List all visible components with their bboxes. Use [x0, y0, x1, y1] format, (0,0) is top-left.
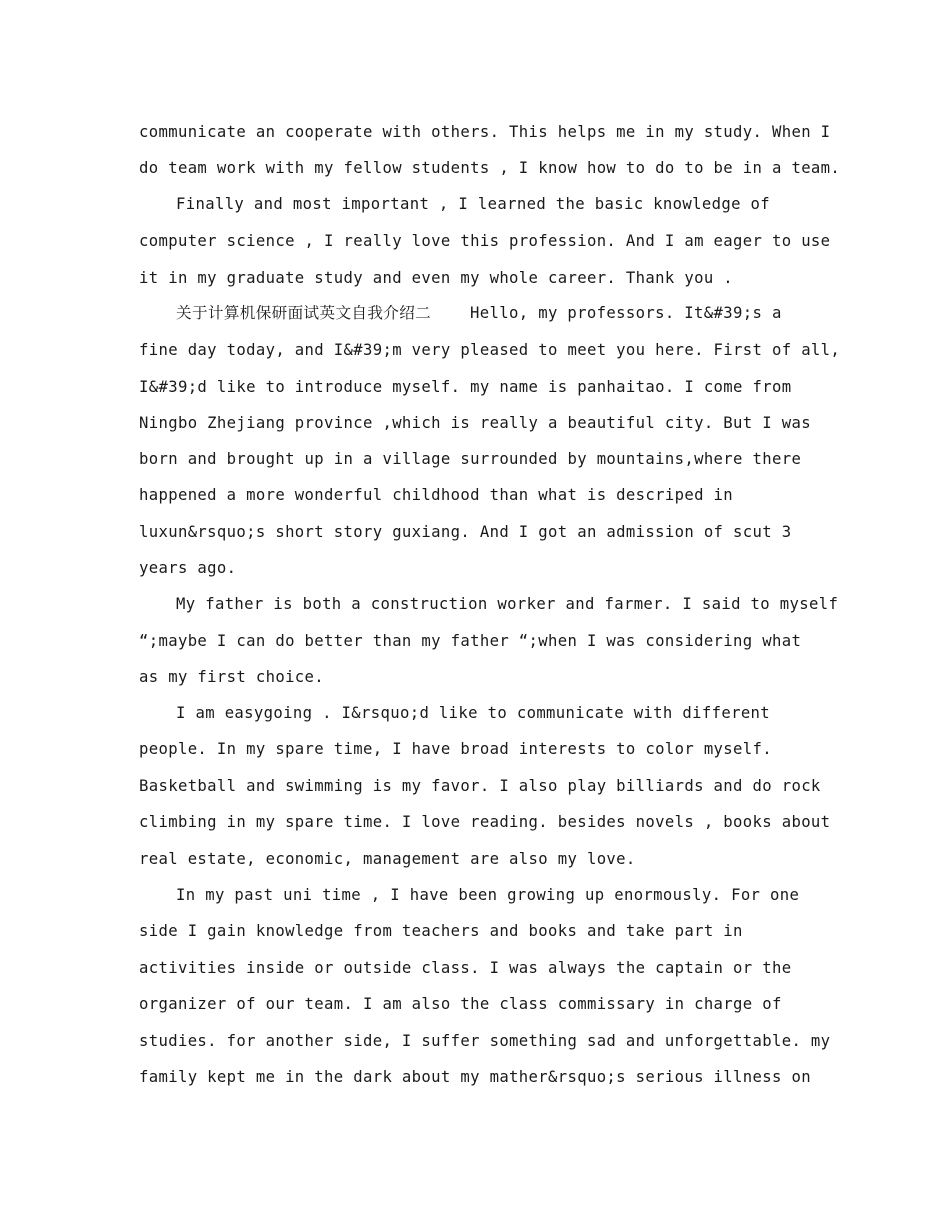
- text-line: years ago.: [139, 559, 237, 577]
- paragraph-start-line: My father is both a construction worker and farmer. I said to myself: [176, 595, 839, 613]
- text-line: I&#39;d like to introduce myself. my name is panhaitao. I come from: [139, 378, 792, 396]
- text-line: do team work with my fellow students , I know how to do to be in a team.: [139, 159, 841, 177]
- text-line: organizer of our team. I am also the class commissary in charge of: [139, 995, 782, 1013]
- text-line: communicate an cooperate with others. This helps me in my study. When I: [139, 123, 831, 141]
- text-line: Basketball and swimming is my favor. I also play billiards and do rock: [139, 777, 821, 795]
- text-line: it in my graduate study and even my whole career. Thank you .: [139, 269, 734, 287]
- paragraph-start-line: In my past uni time , I have been growing up enormously. For one: [176, 886, 800, 904]
- paragraph-start-line: I am easygoing . I&rsquo;d like to communicate with different: [176, 704, 771, 722]
- text-line: family kept me in the dark about my mather&rsquo;s serious illness on: [139, 1068, 811, 1086]
- text-line: fine day today, and I&#39;m very pleased to meet you here. First of all,: [139, 341, 841, 359]
- text-line: luxun&rsquo;s short story guxiang. And I got an admission of scut 3: [139, 523, 792, 541]
- text-line: activities inside or outside class. I was always the captain or the: [139, 959, 792, 977]
- text-line: studies. for another side, I suffer something sad and unforgettable. my: [139, 1032, 831, 1050]
- text-line: climbing in my spare time. I love reading. besides novels , books about: [139, 813, 831, 831]
- text-line: computer science , I really love this profession. And I am eager to use: [139, 232, 831, 250]
- text-line: Ningbo Zhejiang province ,which is really a beautiful city. But I was: [139, 414, 811, 432]
- text-line: “;maybe I can do better than my father “;when I was considering what: [139, 632, 802, 650]
- text-line: as my first choice.: [139, 668, 325, 686]
- text-line: real estate, economic, management are also my love.: [139, 850, 636, 868]
- text-line: side I gain knowledge from teachers and books and take part in: [139, 922, 743, 940]
- text-line: born and brought up in a village surrounded by mountains,where there: [139, 450, 802, 468]
- paragraph-start-line: Finally and most important , I learned the basic knowledge of: [176, 195, 771, 213]
- text-line: happened a more wonderful childhood than what is descriped in: [139, 486, 734, 504]
- text-line: people. In my spare time, I have broad interests to color myself.: [139, 740, 772, 758]
- section-heading-line: 关于计算机保研面试英文自我介绍二 Hello, my professors. It&#39;s a: [176, 304, 782, 322]
